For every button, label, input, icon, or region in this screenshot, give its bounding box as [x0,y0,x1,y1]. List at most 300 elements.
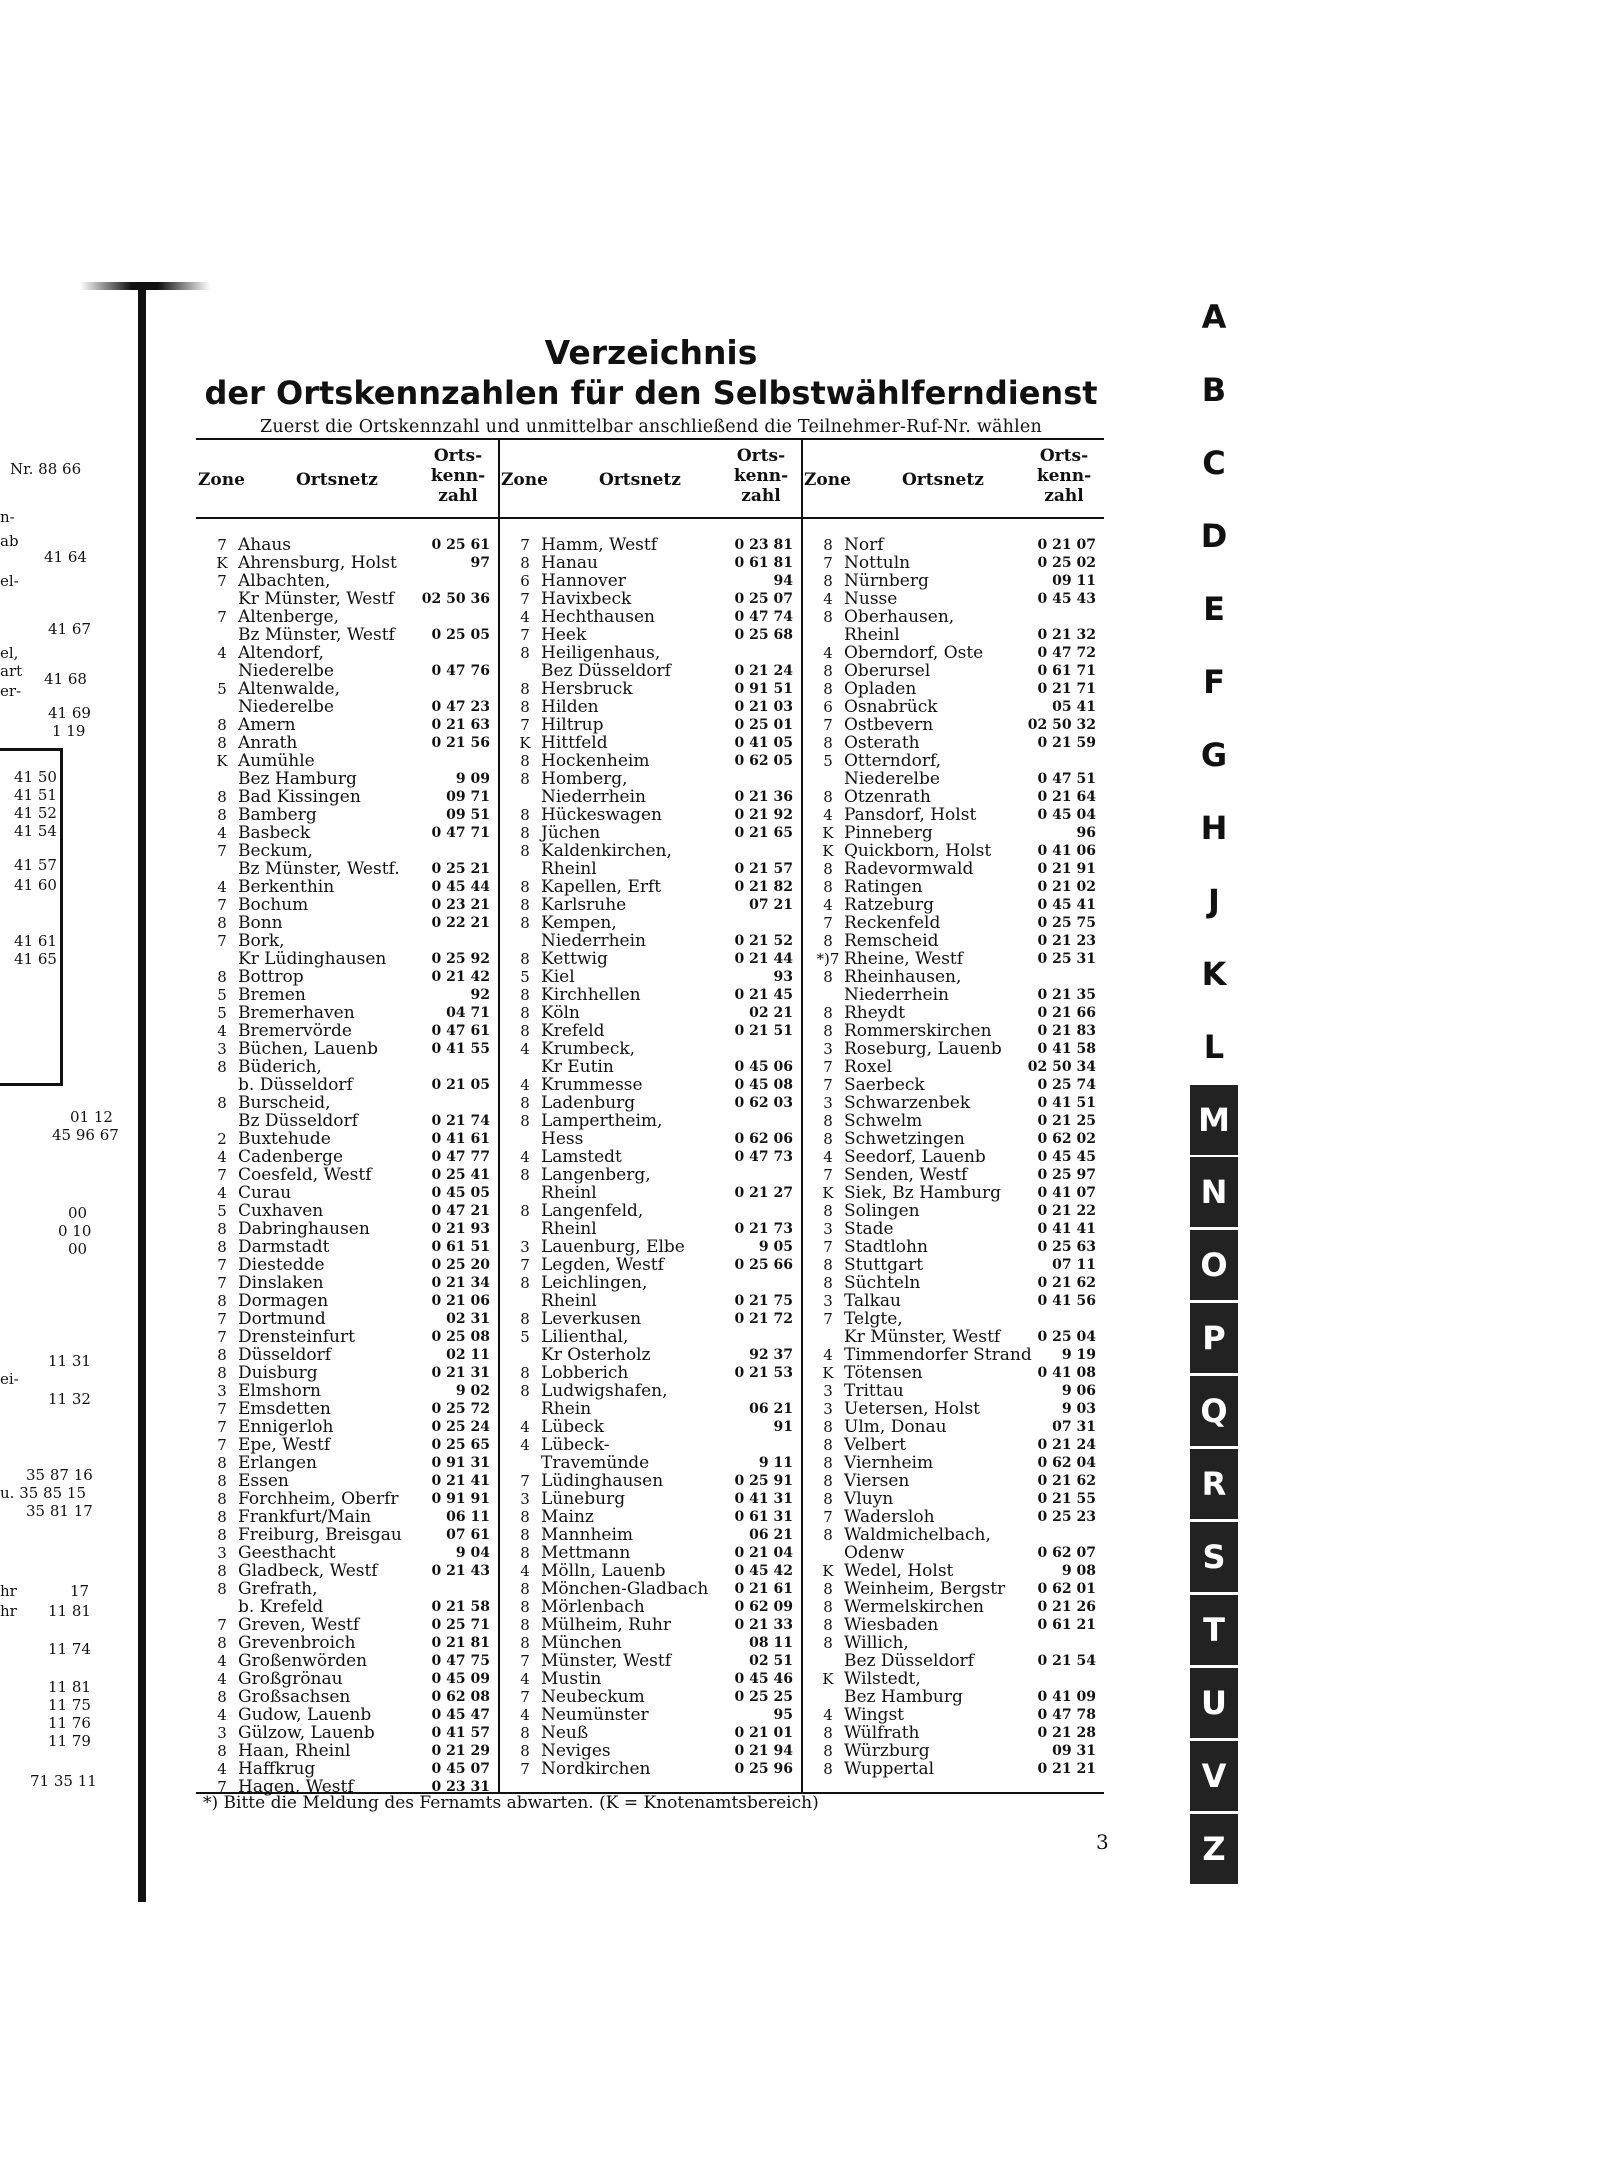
ortsnetz-cell: Köln [541,1003,580,1023]
zone-cell: 8 [217,1238,227,1256]
ortsnetz-cell: Senden, Westf [844,1165,968,1185]
table-row [499,1382,801,1400]
zone-cell: 6 [520,572,530,590]
previous-page-text: 41 69 [48,704,91,722]
previous-page-text: 71 35 11 [30,1772,97,1790]
zone-cell: 8 [217,788,227,806]
table-row [196,608,498,626]
previous-page-text: 11 81 [48,1678,91,1696]
ortskennzahl-cell: 06 21 [749,1527,793,1543]
ortsnetz-cell: Gladbeck, Westf [238,1561,378,1581]
zone-cell: 7 [217,1778,227,1796]
table-row [499,1760,801,1778]
ortsnetz-cell: Kirchhellen [541,985,641,1005]
table-row [802,1670,1104,1688]
table-row [196,734,498,752]
ortsnetz-cell: Dinslaken [238,1273,324,1293]
zone-cell: 7 [823,1508,833,1526]
ortsnetz-cell: Rheinl [541,859,597,879]
zone-cell: 4 [217,824,227,842]
ortsnetz-cell: Ludwigshafen, [541,1381,668,1401]
zone-cell: 8 [823,680,833,698]
ortsnetz-cell: Niederrhein [541,931,646,951]
ortsnetz-cell: Bremerhaven [238,1003,355,1023]
previous-page-text: hr [0,1582,17,1600]
table-row [196,1436,498,1454]
ortskennzahl-cell: 0 25 02 [1037,555,1096,571]
zone-cell: 8 [823,662,833,680]
ortskennzahl-cell: 0 21 26 [1037,1599,1096,1615]
ortsnetz-cell: Rommerskirchen [844,1021,992,1041]
table-row [499,1094,801,1112]
ortsnetz-cell: Wadersloh [844,1507,935,1527]
ortskennzahl-cell: 02 51 [749,1653,793,1669]
zone-cell: 8 [823,1202,833,1220]
ortsnetz-cell: Wermelskirchen [844,1597,984,1617]
header-ortskennzahl: Orts- kenn- zahl [733,446,789,506]
ortsnetz-cell: Neviges [541,1741,611,1761]
zone-cell: 7 [520,1760,530,1778]
table-row [802,1328,1104,1346]
zone-cell: 8 [217,1562,227,1580]
table-row [499,1364,801,1382]
table-row [499,1526,801,1544]
ortskennzahl-cell: 0 45 08 [734,1077,793,1093]
table-row [802,1616,1104,1634]
ortsnetz-cell: Epe, Westf [238,1435,331,1455]
ortskennzahl-cell: 92 [470,987,490,1003]
zone-cell: 8 [520,986,530,1004]
ortsnetz-cell: Rheinl [541,1291,597,1311]
table-row [802,752,1104,770]
ortskennzahl-cell: 0 41 31 [734,1491,793,1507]
ortsnetz-cell: Erlangen [238,1453,317,1473]
ortsnetz-cell: Neuß [541,1723,589,1743]
zone-cell: K [216,554,228,572]
ortskennzahl-cell: 0 21 06 [431,1293,490,1309]
ortskennzahl-cell: 0 21 61 [734,1581,793,1597]
ortskennzahl-cell: 07 21 [749,897,793,913]
zone-cell: 3 [823,1292,833,1310]
ortsnetz-cell: Mettmann [541,1543,631,1563]
ortskennzahl-cell: 92 37 [749,1347,793,1363]
table-row [196,1742,498,1760]
ortsnetz-cell: Lübeck [541,1417,605,1437]
zone-cell: 8 [217,1292,227,1310]
table-row [802,644,1104,662]
table-row [802,1076,1104,1094]
zone-cell: 8 [520,554,530,572]
zone-cell: 8 [217,1742,227,1760]
ortsnetz-cell: Bremen [238,985,306,1005]
ortsnetz-cell: Dormagen [238,1291,329,1311]
ortsnetz-cell: Bz Münster, Westf. [238,859,400,879]
previous-page-text: 41 57 [14,856,57,874]
table-row [499,1436,801,1454]
zone-cell: 4 [823,896,833,914]
table-row [196,554,498,572]
zone-cell: 8 [520,680,530,698]
table-row [499,698,801,716]
ortsnetz-cell: Telgte, [844,1309,903,1329]
table-row [802,1454,1104,1472]
ortskennzahl-cell: 0 47 78 [1037,1707,1096,1723]
ortsnetz-cell: Niederelbe [238,697,334,717]
header-zone: Zone [804,470,851,490]
ortskennzahl-cell: 02 50 36 [421,591,490,607]
table-row [499,1490,801,1508]
ortsnetz-cell: Ratzeburg [844,895,935,915]
zone-cell: 7 [823,554,833,572]
zone-cell: 5 [520,1328,530,1346]
header-ortskennzahl: Orts- kenn- zahl [1036,446,1092,506]
ortsnetz-cell: Pinneberg [844,823,933,843]
ortskennzahl-cell: 0 21 28 [1037,1725,1096,1741]
ortsnetz-cell: Weinheim, Bergstr [844,1579,1006,1599]
table-row [802,608,1104,626]
ortskennzahl-cell: 0 45 07 [431,1761,490,1777]
previous-page-text: 11 32 [48,1390,91,1408]
ortsnetz-cell: Ostbevern [844,715,934,735]
zone-cell: 8 [823,968,833,986]
table-row [196,716,498,734]
table-row [499,662,801,680]
ortskennzahl-cell: 07 61 [446,1527,490,1543]
page-title: Verzeichnis [544,333,758,372]
previous-page-text: n- [0,508,15,526]
ortskennzahl-cell: 0 21 35 [1037,987,1096,1003]
ortskennzahl-cell: 0 21 31 [431,1365,490,1381]
table-row [499,590,801,608]
ortsnetz-cell: Niederelbe [844,769,940,789]
zone-cell: 7 [217,932,227,950]
ortskennzahl-cell: 06 21 [749,1401,793,1417]
ortskennzahl-cell: 0 25 61 [431,537,490,553]
zone-cell: 7 [520,536,530,554]
ortsnetz-cell: Oberursel [844,661,931,681]
zone-cell: 4 [217,1670,227,1688]
zone-cell: 8 [520,1382,530,1400]
ortskennzahl-cell: 02 50 32 [1027,717,1096,733]
ortsnetz-cell: Lampertheim, [541,1111,663,1131]
ortsnetz-cell: Amern [238,715,296,735]
table-row [499,968,801,986]
table-row [196,1274,498,1292]
zone-cell: 7 [520,626,530,644]
zone-cell: 7 [217,572,227,590]
previous-page-text: u. 35 85 15 [0,1484,86,1502]
table-row [196,662,498,680]
thumb-tab-f: F [1203,663,1225,701]
table-row [499,914,801,932]
zone-cell: 8 [823,1724,833,1742]
table-rows [499,536,801,1778]
ortsnetz-cell: Nordkirchen [541,1759,651,1779]
ortsnetz-cell: Düsseldorf [238,1345,332,1365]
zone-cell: 5 [823,752,833,770]
table-row [802,1148,1104,1166]
zone-cell: 8 [823,608,833,626]
table-row [802,1202,1104,1220]
table-row [499,860,801,878]
zone-cell: 3 [823,1382,833,1400]
ortskennzahl-cell: 0 47 75 [431,1653,490,1669]
header-ortsnetz: Ortsnetz [599,470,681,490]
ortskennzahl-cell: 0 62 06 [734,1131,793,1147]
zone-cell: 8 [520,878,530,896]
ortsnetz-cell: Cadenberge [238,1147,344,1167]
ortsnetz-cell: Kr Eutin [541,1057,614,1077]
zone-cell: 8 [217,1454,227,1472]
ortsnetz-cell: Willich, [844,1633,909,1653]
zone-cell: 7 [823,1058,833,1076]
ortsnetz-cell: Hilden [541,697,599,717]
previous-page-text: 41 64 [44,548,87,566]
ortskennzahl-cell: 0 61 71 [1037,663,1096,679]
ortsnetz-cell: Großsachsen [238,1687,351,1707]
zone-cell: *)7 [816,950,840,968]
table-row [196,1022,498,1040]
zone-cell: 7 [823,1076,833,1094]
ortsnetz-cell: Jüchen [541,823,601,843]
ortskennzahl-cell: 0 21 92 [734,807,793,823]
previous-page-text: 01 12 [70,1108,113,1126]
ortskennzahl-cell: 0 45 47 [431,1707,490,1723]
ortskennzahl-cell: 0 41 51 [1037,1095,1096,1111]
ortsnetz-cell: Altenwalde, [238,679,341,699]
table-row [802,914,1104,932]
zone-cell: 8 [217,1346,227,1364]
ortskennzahl-cell: 0 45 42 [734,1563,793,1579]
zone-cell: 7 [520,1652,530,1670]
ortsnetz-cell: Dabringhausen [238,1219,370,1239]
ortskennzahl-cell: 0 25 65 [431,1437,490,1453]
previous-page-text: 11 76 [48,1714,91,1732]
ortskennzahl-cell: 0 21 21 [1037,1761,1096,1777]
table-row [499,1670,801,1688]
ortsnetz-cell: Buxtehude [238,1129,331,1149]
table-row [802,1364,1104,1382]
table-column-3 [802,440,1104,1792]
table-row [499,770,801,788]
table-row [802,932,1104,950]
zone-cell: 5 [217,680,227,698]
table-row [499,878,801,896]
ortsnetz-cell: Wilstedt, [844,1669,921,1689]
ortsnetz-cell: Hanau [541,553,598,573]
zone-cell: 7 [217,896,227,914]
zone-cell: 3 [823,1400,833,1418]
table-row [499,824,801,842]
ortskennzahl-cell: 0 21 94 [734,1743,793,1759]
ortskennzahl-cell: 0 21 23 [1037,933,1096,949]
ortskennzahl-cell: 0 47 77 [431,1149,490,1165]
table-row [499,1184,801,1202]
ortskennzahl-cell: 0 21 71 [1037,681,1096,697]
ortskennzahl-cell: 09 31 [1052,1743,1096,1759]
thumb-tab-s: S [1190,1522,1238,1592]
ortskennzahl-cell: 0 25 23 [1037,1509,1096,1525]
ortskennzahl-cell: 94 [773,573,793,589]
table-row [499,1616,801,1634]
ortskennzahl-cell: 0 61 51 [431,1239,490,1255]
zone-cell: 7 [823,1166,833,1184]
zone-cell: 8 [520,1742,530,1760]
table-row [802,1238,1104,1256]
table-row [499,626,801,644]
previous-page-text: ab [0,532,19,550]
zone-cell: 3 [823,1220,833,1238]
ortsnetz-cell: Reckenfeld [844,913,941,933]
ortsnetz-cell: Odenw [844,1543,905,1563]
ortsnetz-cell: Lobberich [541,1363,629,1383]
thumb-tab-t: T [1190,1595,1238,1665]
column-header [499,440,801,519]
ortsnetz-cell: Grefrath, [238,1579,318,1599]
zone-cell: 8 [823,1454,833,1472]
table-row [802,1310,1104,1328]
ortskennzahl-cell: 0 41 09 [1037,1689,1096,1705]
ortsnetz-cell: Ratingen [844,877,923,897]
ortsnetz-cell: Haffkrug [238,1759,316,1779]
previous-page-text: 00 [68,1240,88,1258]
zone-cell: 5 [217,1202,227,1220]
ortsnetz-cell: Oberndorf, Oste [844,643,984,663]
ortskennzahl-cell: 0 21 41 [431,1473,490,1489]
ortsnetz-cell: Bez Düsseldorf [844,1651,974,1671]
ortsnetz-cell: Rheydt [844,1003,906,1023]
ortsnetz-cell: Heiligenhaus, [541,643,661,663]
zone-cell: 4 [217,878,227,896]
ortsnetz-cell: Vluyn [844,1489,894,1509]
ortsnetz-cell: Forchheim, Oberfr [238,1489,399,1509]
ortsnetz-cell: Stadtlohn [844,1237,928,1257]
previous-page-text: 35 87 16 [26,1466,93,1484]
zone-cell: 8 [520,1022,530,1040]
zone-cell: 8 [520,1544,530,1562]
ortskennzahl-cell: 0 45 09 [431,1671,490,1687]
ortskennzahl-cell: 97 [470,555,490,571]
zone-cell: 3 [217,1382,227,1400]
ortsnetz-cell: Talkau [844,1291,901,1311]
ortsnetz-cell: Darmstadt [238,1237,330,1257]
ortsnetz-cell: Ennigerloh [238,1417,334,1437]
ortsnetz-cell: Otzenrath [844,787,931,807]
ortsnetz-cell: Bez Hamburg [844,1687,963,1707]
zone-cell: K [822,842,834,860]
ortskennzahl-cell: 0 21 05 [431,1077,490,1093]
previous-page-text: 45 96 67 [52,1126,119,1144]
zone-cell: 4 [520,1562,530,1580]
ortsnetz-cell: Lilienthal, [541,1327,629,1347]
ortskennzahl-cell: 0 62 07 [1037,1545,1096,1561]
ortskennzahl-cell: 0 25 20 [431,1257,490,1273]
ortsnetz-cell: Kaldenkirchen, [541,841,672,861]
table-row [196,1490,498,1508]
ortskennzahl-cell: 0 21 82 [734,879,793,895]
ortsnetz-cell: Freiburg, Breisgau [238,1525,402,1545]
ortsnetz-cell: Rheinl [541,1183,597,1203]
table-row [802,1022,1104,1040]
ortsnetz-cell: Hannover [541,571,626,591]
table-row [196,1166,498,1184]
table-row [802,842,1104,860]
zone-cell: 8 [823,1418,833,1436]
ortskennzahl-cell: 0 21 63 [431,717,490,733]
zone-cell: 8 [217,1580,227,1598]
thumb-tab-k: K [1201,955,1227,993]
table-row [802,968,1104,986]
table-row [499,1580,801,1598]
ortskennzahl-cell: 96 [1076,825,1096,841]
binding-spine [138,282,146,1902]
zone-cell: 8 [520,698,530,716]
ortsnetz-cell: Schwelm [844,1111,923,1131]
ortsnetz-cell: Lübeck- [541,1435,610,1455]
ortsnetz-cell: Rheinl [844,625,900,645]
ortskennzahl-cell: 0 45 43 [1037,591,1096,607]
table-row [802,770,1104,788]
ortsnetz-cell: Lüdinghausen [541,1471,664,1491]
ortsnetz-cell: Homberg, [541,769,628,789]
ortsnetz-cell: Ahaus [238,535,292,555]
previous-page-text: 11 75 [48,1696,91,1714]
zone-cell: 4 [520,1418,530,1436]
table-row [196,1148,498,1166]
alphabet-thumb-index [1190,282,1238,1887]
ortsnetz-cell: Hamm, Westf [541,535,658,555]
zone-cell: 3 [823,1094,833,1112]
zone-cell: 8 [823,572,833,590]
ortskennzahl-cell: 0 23 31 [431,1779,490,1795]
previous-page-text: 35 81 17 [26,1502,93,1520]
zone-cell: 4 [823,644,833,662]
table-row [802,1400,1104,1418]
thumb-tab-l: L [1203,1028,1225,1066]
ortsnetz-cell: Lüneburg [541,1489,626,1509]
ortsnetz-cell: Kapellen, Erft [541,877,662,897]
ortsnetz-cell: Leichlingen, [541,1273,648,1293]
ortskennzahl-cell: 0 21 36 [734,789,793,805]
ortsnetz-cell: Hockenheim [541,751,650,771]
ortsnetz-cell: Hechthausen [541,607,655,627]
thumb-tab-a: A [1201,298,1227,336]
previous-page-text: 1 19 [52,722,86,740]
ortsnetz-cell: Hittfeld [541,733,608,753]
ortsnetz-cell: Siek, Bz Hamburg [844,1183,1002,1203]
table-row [802,662,1104,680]
zone-cell: 8 [520,1598,530,1616]
ortskennzahl-cell: 0 47 76 [431,663,490,679]
ortsnetz-cell: Ahrensburg, Holst [238,553,397,573]
ortsnetz-cell: Langenberg, [541,1165,651,1185]
table-row [499,1004,801,1022]
header-ortskennzahl: Orts- kenn- zahl [430,446,486,506]
table-row [196,878,498,896]
ortskennzahl-cell: 9 03 [1061,1401,1096,1417]
zone-cell: 8 [823,1004,833,1022]
ortsnetz-cell: Kr Münster, Westf [238,589,395,609]
column-header [196,440,498,519]
table-row [499,1544,801,1562]
ortsnetz-cell: Bad Kissingen [238,787,361,807]
table-row [196,572,498,590]
ortsnetz-cell: Mörlenbach [541,1597,645,1617]
previous-page-text: 41 52 [14,804,57,822]
table-row [196,842,498,860]
table-row [499,1634,801,1652]
ortskennzahl-cell: 0 21 04 [734,1545,793,1561]
